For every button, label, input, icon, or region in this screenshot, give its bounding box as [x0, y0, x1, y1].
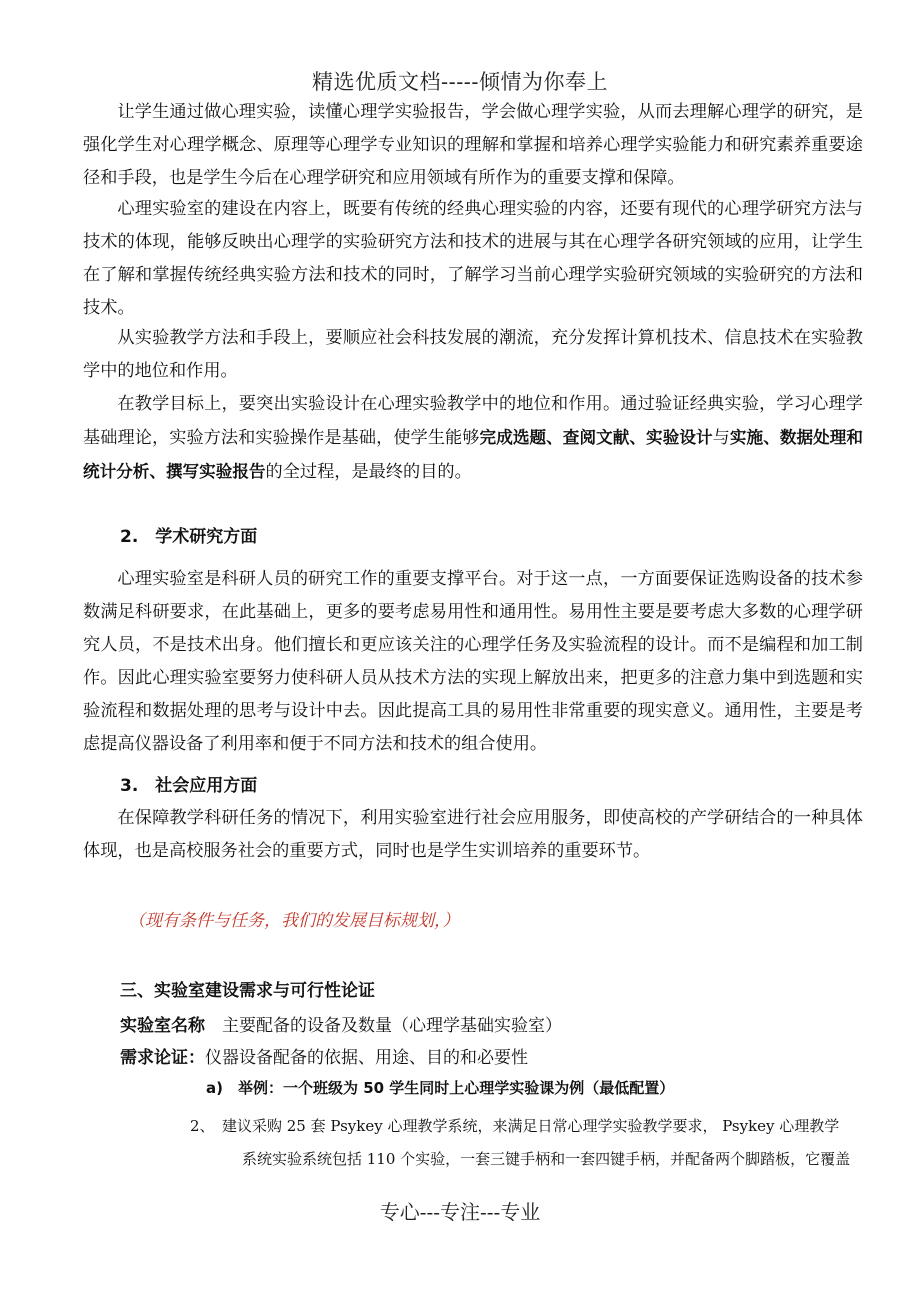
need-label: 需求论证： — [120, 1048, 205, 1068]
paragraph-text: 让学生通过做心理实验，读懂心理学实验报告，学会做心理学实验，从而去理解心理学的研究，是强化学生对心理学概念、原理等心理学专业知识的理解和掌握和培养心理学实验能力和研究素养重要途径和手段，也是学生今后在心理学研究和应用领域有所作为的重要支撑和保障。 — [83, 102, 863, 188]
paragraph — [83, 322, 863, 388]
bold-text: 撰写实验报告 — [165, 462, 266, 481]
paragraph — [83, 563, 863, 761]
bold-text: 、 — [763, 428, 780, 447]
paragraph — [83, 802, 863, 868]
bold-text: 、 — [629, 428, 647, 447]
paragraph — [83, 193, 863, 325]
need-value: 仪器设备配备的依据、用途、目的和必要性 — [205, 1048, 528, 1068]
list-item-text: 系统实验系统包括 110 个实验，一套三键手柄和一套四键手柄，并配备两个脚踏板，它覆盖 — [242, 1150, 851, 1168]
paragraph-text: 从实验教学方法和手段上，要顺应社会科技发展的潮流，充分发挥计算机技术、信息技术在实验教学中的地位和作用。 — [83, 328, 863, 381]
bold-text: 完成选题 — [479, 428, 547, 447]
text-run: 与 — [712, 428, 730, 448]
list-item-text: 建议采购 25 套 Psykey 心理教学系统，来满足日常心理学实验教学要求， Psykey 心理教学 — [222, 1117, 840, 1135]
list-item-number: 2、 — [190, 1117, 215, 1135]
red-annotation: （现有条件与任务，我们的发展目标规划，） — [128, 911, 460, 931]
paragraph-text: 在保障教学科研任务的情况下，利用实验室进行社会应用服务，即使高校的产学研结合的一种具体体现，也是高校服务社会的重要方式，同时也是学生实训培养的重要环节。 — [83, 808, 863, 861]
text-run: 在教学目标上，要突出实验设计在心理实验教学中的地位和作用。通过验证经典实验，学习心理学基础理论，实验方法和实验操作是基础，使学生能够 — [83, 394, 863, 448]
section-heading: 2. 学术研究方面 — [120, 527, 258, 547]
lab-name-value: 主要配备的设备及数量（心理学基础实验室） — [205, 1016, 562, 1036]
paragraph-text: 心理实验室是科研人员的研究工作的重要支撑平台。对于这一点，一方面要保证选购设备的技术参数满足科研要求，在此基础上，更多的要考虑易用性和通用性。易用性主要是要考虑大多数的心理学研究人员，不是技术出身。他们擅长和更应该关注的心理学任务及实验流程的设计。而不是编程和加工制作。因此心理实验室要努力使科研人员从技术方法的实现上解放出来，把更多的注意力集中到选题和实验流程和数据处理的思考与设计中去。因此提高工具的易用性非常重要的现实意义。通用性，主要是考虑提高仪器设备了利用率和便于不同方法和技术的组合使用。 — [83, 569, 863, 754]
paragraph — [83, 96, 863, 195]
paragraph — [83, 388, 863, 489]
bold-text: 、 — [546, 428, 563, 447]
lab-name-label: 实验室名称 — [120, 1016, 205, 1036]
example-line: a) 举例：一个班级为 50 学生同时上心理学实验课为例（最低配置） — [206, 1079, 675, 1097]
lab-name-line — [120, 1011, 562, 1036]
bold-text: 实验设计 — [646, 428, 713, 447]
need-line — [120, 1043, 528, 1068]
paragraph-text: 心理实验室的建设在内容上，既要有传统的经典心理实验的内容，还要有现代的心理学研究方法与技术的体现，能够反映出心理学的实验研究方法和技术的进展与其在心理学各研究领域的应用，让学生在了解和掌握传统经典实验方法和技术的同时，了解学习当前心理学实验研究领域的实验研究的方法和技术。 — [83, 199, 863, 318]
section-title: 三、实验室建设需求与可行性论证 — [120, 981, 375, 1001]
text-run: 的全过程，是最终的目的。 — [265, 462, 472, 482]
page-header: 精选优质文档-----倾情为你奉上 — [312, 70, 608, 94]
list-item — [190, 1110, 862, 1176]
bold-text: 查阅文献 — [562, 428, 630, 447]
page-footer: 专心---专注---专业 — [379, 1200, 541, 1224]
bold-text: 实施 — [729, 428, 764, 447]
bold-text: 、 — [149, 462, 166, 481]
section-heading: 3. 社会应用方面 — [120, 776, 258, 796]
paragraph-text — [83, 388, 863, 489]
bold-text: 数据处理和统计分析 — [83, 428, 864, 481]
